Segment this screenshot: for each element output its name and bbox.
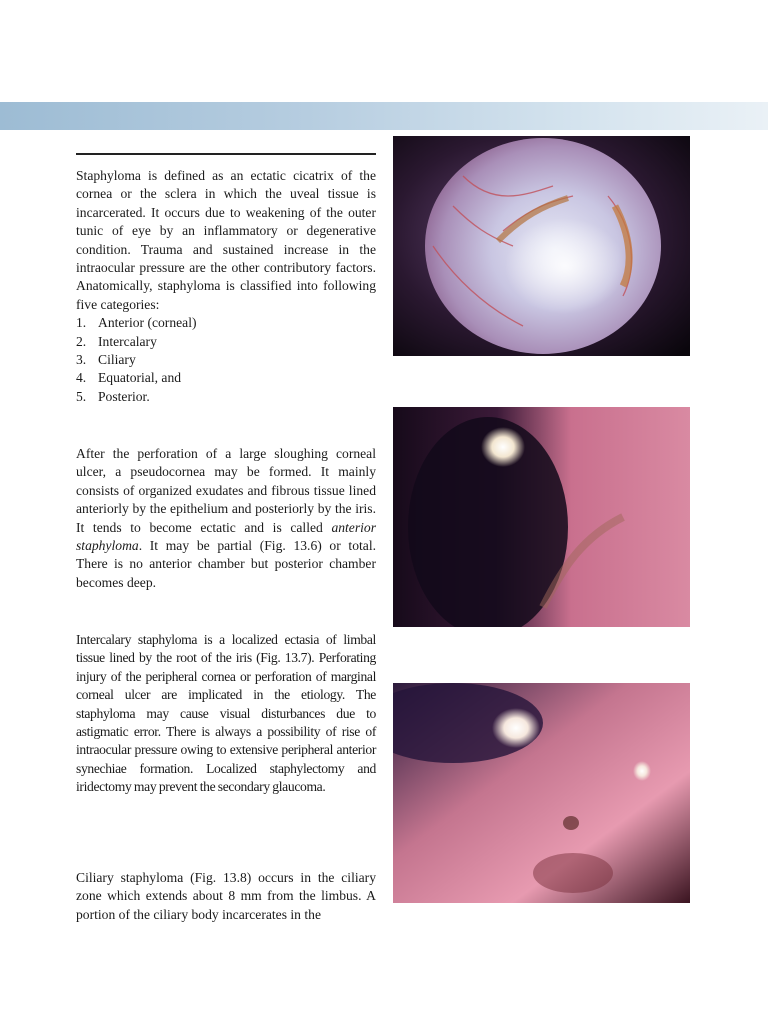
list-item: 4. Equatorial, and bbox=[76, 370, 182, 386]
anterior-term: anterior staphyloma bbox=[76, 519, 376, 554]
intercalary-staphyloma-section bbox=[76, 631, 376, 797]
list-item: 2. Intercalary bbox=[76, 333, 157, 349]
intro-paragraph: Staphyloma is defined as an ectatic cicatrix of the cornea or the sclera in which the uveal tissue is incarcerated. It occurs due to weakening of the outer tunic of eye by an inflammatory or degenerative condition. Trauma and sustained increase in the intraocular pressure are the other contributory factors. Anatomically, staphyloma is classified into following five categories: bbox=[76, 168, 376, 312]
list-item: 5. Posterior. bbox=[76, 388, 150, 404]
clinical-photo-ciliary-staphyloma bbox=[393, 683, 690, 903]
list-item: 3. Ciliary bbox=[76, 352, 136, 368]
section-rule bbox=[76, 153, 376, 155]
clinical-photo-intercalary-staphyloma bbox=[393, 407, 690, 627]
anterior-paragraph: After the perforation of a large sloughing corneal ulcer, a pseudocornea may be formed. It mainly consists of organized exudates and fibrous tissue lined anteriorly by the epithelium and posteriorly by the iris. It tends to become ectatic and is called anterior staphyloma. It may be partial (Fig. 13.6) or total. There is no anterior chamber but posterior chamber becomes deep. bbox=[76, 446, 376, 590]
staphyloma-categories-list bbox=[76, 314, 376, 406]
intercalary-paragraph: Intercalary staphyloma is a localized ectasia of limbal tissue lined by the root of the iris (Fig. 13.7). Perforating injury of the peripheral cornea or perforation of marginal corneal ulcer are implicated in the etiology. The staphyloma may cause visual disturbances due to astigmatic error. There is always a possibility of rise of intraocular pressure owing to extensive peripheral anterior synechiae formation. Localized staphylectomy and iridectomy may prevent the secondary glaucoma. bbox=[76, 632, 376, 795]
anterior-staphyloma-section bbox=[76, 445, 376, 592]
list-item: 1. Anterior (corneal) bbox=[76, 315, 197, 331]
intro-section bbox=[76, 167, 376, 406]
ciliary-paragraph: Ciliary staphyloma (Fig. 13.8) occurs in the ciliary zone which extends about 8 mm from the limbus. A portion of the ciliary body incarcerates in the bbox=[76, 870, 376, 922]
header-band bbox=[0, 102, 768, 130]
clinical-photo-anterior-staphyloma bbox=[393, 136, 690, 356]
ciliary-staphyloma-section bbox=[76, 869, 376, 924]
